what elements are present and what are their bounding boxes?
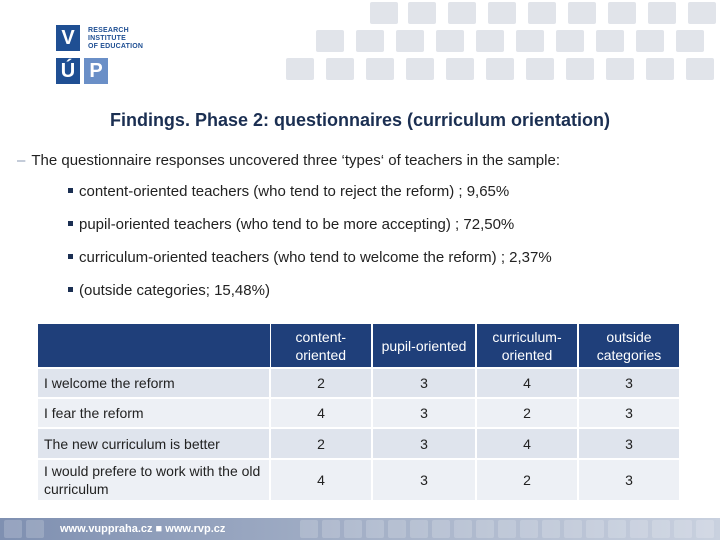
decor-square: [436, 30, 464, 52]
decor-square: [488, 2, 516, 24]
decor-square: [316, 30, 344, 52]
logo-text-line-3: OF EDUCATION: [88, 43, 144, 50]
logo-tile-u: Ú: [56, 58, 80, 84]
results-table: [36, 322, 681, 502]
decor-square: [26, 520, 44, 538]
list-item: [68, 282, 552, 315]
table-row: [37, 459, 680, 501]
table-row: [37, 368, 680, 398]
table-cell: 2: [476, 459, 578, 501]
decor-square: [432, 520, 450, 538]
table-cell: 2: [476, 398, 578, 428]
row-label: I fear the reform: [37, 398, 270, 428]
table-cell: 3: [578, 368, 680, 398]
decor-square: [408, 2, 436, 24]
row-label: The new curriculum is better: [37, 428, 270, 458]
square-bullet-icon: [68, 287, 73, 292]
decor-square: [406, 58, 434, 80]
table-cell: 3: [372, 368, 476, 398]
decor-square: [566, 58, 594, 80]
decor-square: [568, 2, 596, 24]
decor-square: [608, 2, 636, 24]
decor-square: [366, 520, 384, 538]
footer-band: [0, 518, 720, 540]
table-row: [37, 398, 680, 428]
dash-bullet: –: [17, 152, 26, 169]
logo-text-line-1: RESEARCH: [88, 27, 129, 34]
list-item: [68, 216, 552, 249]
bullet-list: [68, 183, 552, 315]
logo-tile-v: V: [56, 25, 80, 51]
table-cell: 2: [270, 368, 372, 398]
square-bullet-icon: [68, 254, 73, 259]
logo-text: [88, 27, 143, 51]
decor-square: [636, 30, 664, 52]
row-label: I welcome the reform: [37, 368, 270, 398]
row-label: I would prefere to work with the old curriculum: [37, 459, 270, 501]
table-cell: 3: [372, 398, 476, 428]
lead-text: The questionnaire responses uncovered three ‘types‘ of teachers in the sample:: [31, 152, 560, 169]
decor-square: [696, 520, 714, 538]
table-cell: 4: [476, 428, 578, 458]
decor-square: [446, 58, 474, 80]
decor-square: [388, 520, 406, 538]
table-cell: 3: [372, 428, 476, 458]
decor-square: [326, 58, 354, 80]
decor-square: [476, 520, 494, 538]
decor-square: [410, 520, 428, 538]
table-cell: 3: [578, 398, 680, 428]
decor-square: [370, 2, 398, 24]
decor-square: [586, 520, 604, 538]
table-cell: 4: [270, 459, 372, 501]
decor-square: [454, 520, 472, 538]
column-header: outside categories: [578, 323, 680, 368]
decor-square: [630, 520, 648, 538]
decor-square: [674, 520, 692, 538]
table-row: [37, 428, 680, 458]
decor-square: [396, 30, 424, 52]
decor-square: [300, 520, 318, 538]
decor-square: [564, 520, 582, 538]
decor-square: [356, 30, 384, 52]
bullet-text: curriculum-oriented teachers (who tend to welcome the reform) ; 2,37%: [79, 249, 552, 266]
decor-square: [688, 2, 716, 24]
decor-square: [322, 520, 340, 538]
bullet-text: (outside categories; 15,48%): [79, 282, 270, 299]
decor-square: [596, 30, 624, 52]
decor-square: [448, 2, 476, 24]
decor-square: [556, 30, 584, 52]
decor-square: [608, 520, 626, 538]
decor-square: [676, 30, 704, 52]
decor-square: [520, 520, 538, 538]
lead-line: [17, 152, 560, 169]
decor-square: [648, 2, 676, 24]
table-cell: 2: [270, 428, 372, 458]
logo-tile-p: P: [84, 58, 108, 84]
decor-square: [526, 58, 554, 80]
decor-square: [344, 520, 362, 538]
column-header: curriculum-oriented: [476, 323, 578, 368]
bullet-text: content-oriented teachers (who tend to reject the reform) ; 9,65%: [79, 183, 510, 200]
table-header-row: [37, 323, 680, 368]
table-cell: 3: [578, 459, 680, 501]
decor-square: [486, 58, 514, 80]
decor-square: [366, 58, 394, 80]
page-title: Findings. Phase 2: questionnaires (curriculum orientation): [109, 110, 611, 130]
column-header: pupil-oriented: [372, 323, 476, 368]
square-bullet-icon: [68, 221, 73, 226]
table-cell: 4: [270, 398, 372, 428]
decor-square: [4, 520, 22, 538]
list-item: [68, 183, 552, 216]
decor-square: [516, 30, 544, 52]
footer-links[interactable]: www.vuppraha.cz ■ www.rvp.cz: [60, 523, 226, 535]
decor-square: [286, 58, 314, 80]
logo-text-line-2: INSTITUTE: [88, 35, 126, 42]
table-corner-cell: [37, 323, 270, 368]
column-header: content-oriented: [270, 323, 372, 368]
decor-square: [652, 520, 670, 538]
decor-square: [528, 2, 556, 24]
list-item: [68, 249, 552, 282]
decor-square: [686, 58, 714, 80]
decor-square: [476, 30, 504, 52]
logo: [56, 25, 186, 87]
decor-square: [498, 520, 516, 538]
bullet-text: pupil-oriented teachers (who tend to be more accepting) ; 72,50%: [79, 216, 515, 233]
square-bullet-icon: [68, 188, 73, 193]
table-cell: 3: [372, 459, 476, 501]
table-cell: 3: [578, 428, 680, 458]
decor-square: [542, 520, 560, 538]
decor-square: [646, 58, 674, 80]
decor-square: [606, 58, 634, 80]
table-cell: 4: [476, 368, 578, 398]
